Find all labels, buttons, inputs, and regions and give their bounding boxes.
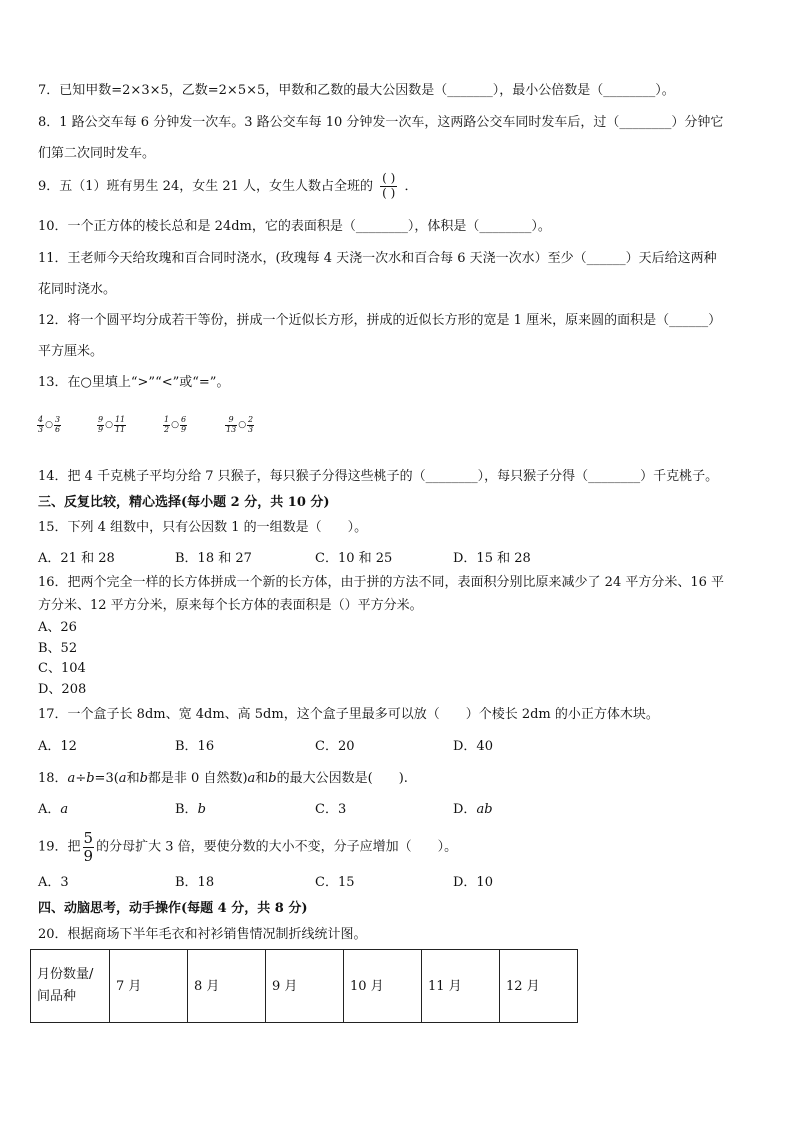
- question-16-line1: 16．把两个完全一样的长方体拼成一个新的长方体，由于拼的方法不同，表面积分别比原来减少了 24 平方分米、16 平: [38, 575, 725, 590]
- fraction-left: $\frac{1}{2}$: [164, 415, 170, 434]
- question-9-numerator: ( ): [382, 171, 396, 185]
- question-13: 13．在○里填上“>”“<”或“=”。: [38, 375, 230, 390]
- question-9-denominator: ( ): [382, 185, 396, 200]
- month-cell: 10 月: [344, 950, 422, 1023]
- fraction-left: $\frac{9}{13}$: [226, 415, 237, 434]
- option-d[interactable]: D．10: [453, 875, 493, 890]
- compare-circle[interactable]: ○: [105, 419, 113, 430]
- question-20: 20．根据商场下半年毛衣和衬衫销售情况制折线统计图。: [38, 927, 367, 942]
- month-cell: 9 月: [266, 950, 344, 1023]
- fraction-five-ninths: $\frac{5}{9}$: [83, 829, 94, 865]
- question-9: [38, 172, 418, 201]
- fraction-right: $\frac{3}{6}$: [54, 415, 61, 434]
- compare-circle[interactable]: ○: [238, 419, 247, 430]
- option-b[interactable]: B．18 和 27: [175, 551, 252, 566]
- question-7: 7．已知甲数=2×3×5，乙数=2×5×5，甲数和乙数的最大公因数是（_______），最小公倍数是（________）。: [38, 83, 675, 98]
- question-8-line1: 8．1 路公交车每 6 分钟发一次车。3 路公交车每 10 分钟发一次车，这两路公交车同时发车后，过（________）分钟它: [38, 115, 724, 130]
- option-c[interactable]: C．15: [315, 875, 355, 890]
- question-15: 15．下列 4 组数中，只有公因数 1 的一组数是（ ）。: [38, 520, 368, 535]
- question-14: 14．把 4 千克桃子平均分给 7 只猴子，每只猴子分得这些桃子的（________），每只猴子分得（________）千克桃子。: [38, 469, 719, 484]
- option-c[interactable]: C．20: [315, 739, 355, 754]
- option-b[interactable]: B、52: [38, 641, 78, 656]
- question-12-line1: 12．将一个圆平均分成若干等份，拼成一个近似长方形，拼成的近似长方形的宽是 1 厘米，原来圆的面积是（______）: [38, 313, 722, 328]
- compare-item: [97, 416, 126, 435]
- table-row: [31, 950, 578, 1023]
- option-c[interactable]: C、104: [38, 661, 86, 676]
- fraction-right: $\frac{2}{3}$: [248, 415, 254, 434]
- section-3-heading: 三、反复比较，精心选择(每小题 2 分，共 10 分): [38, 495, 330, 510]
- compare-circle[interactable]: ○: [171, 419, 179, 430]
- question-12-line2: 平方厘米。: [38, 344, 104, 359]
- question-11-line1: 11．王老师今天给玫瑰和百合同时浇水，(玫瑰每 4 天浇一次水和百合每 6 天浇一次水）至少（______）天后给这两种: [38, 251, 717, 266]
- option-a[interactable]: A．3: [38, 875, 69, 890]
- question-18: 18．a÷b=3(a和b都是非 0 自然数)a和b的最大公因数是( ).: [38, 771, 408, 786]
- question-9-end: ．: [404, 178, 418, 194]
- question-16-line2: 方分米、12 平方分米，原来每个长方体的表面积是（）平方分米。: [38, 598, 423, 613]
- table-header-cell: 月份数量/ 间品种: [31, 950, 110, 1023]
- question-9-text: 9．五（1）班有男生 24，女生 21 人，女生人数占全班的: [38, 178, 374, 194]
- option-d[interactable]: D、208: [38, 682, 87, 697]
- option-d[interactable]: D．ab: [453, 802, 493, 817]
- month-cell: 7 月: [110, 950, 188, 1023]
- option-d[interactable]: D．15 和 28: [453, 551, 531, 566]
- option-b[interactable]: B．18: [175, 875, 215, 890]
- month-cell: 8 月: [188, 950, 266, 1023]
- fraction-right: $\frac{11}{11}$: [114, 415, 126, 434]
- option-a[interactable]: A．12: [38, 739, 77, 754]
- compare-item: [37, 416, 61, 435]
- question-19: 19．把 $\frac{5}{9}$ 的分母扩大 3 倍，要使分数的大小不变，分子应增加（ ）。: [38, 829, 458, 865]
- question-11-line2: 花同时浇水。: [38, 282, 117, 297]
- option-d[interactable]: D．40: [453, 739, 493, 754]
- fraction-right: $\frac{6}{9}$: [180, 415, 187, 434]
- question-10: 10．一个正方体的棱长总和是 24dm，它的表面积是（________），体积是（________）。: [38, 219, 551, 234]
- option-a[interactable]: A、26: [38, 620, 77, 635]
- compare-circle[interactable]: ○: [45, 419, 53, 430]
- question-8-line2: 们第二次同时发车。: [38, 146, 156, 161]
- month-cell: 12 月: [500, 950, 578, 1023]
- compare-item: [225, 416, 254, 435]
- question-17: 17．一个盒子长 8dm、宽 4dm、高 5dm，这个盒子里最多可以放（ ）个棱长 2dm 的小正方体木块。: [38, 707, 659, 722]
- option-a[interactable]: A．a: [38, 802, 69, 817]
- fraction-left: $\frac{9}{9}$: [98, 415, 104, 434]
- month-cell: 11 月: [422, 950, 500, 1023]
- sales-table: [30, 949, 578, 1023]
- option-c[interactable]: C．3: [315, 802, 347, 817]
- section-4-heading: 四、动脑思考，动手操作(每题 4 分，共 8 分): [38, 901, 308, 916]
- option-b[interactable]: B．b: [175, 802, 206, 817]
- option-b[interactable]: B．16: [175, 739, 215, 754]
- option-a[interactable]: A．21 和 28: [38, 551, 115, 566]
- compare-item: [163, 416, 187, 435]
- fraction-left: $\frac{4}{3}$: [38, 415, 44, 434]
- option-c[interactable]: C．10 和 25: [315, 551, 393, 566]
- question-9-fraction: [380, 172, 397, 201]
